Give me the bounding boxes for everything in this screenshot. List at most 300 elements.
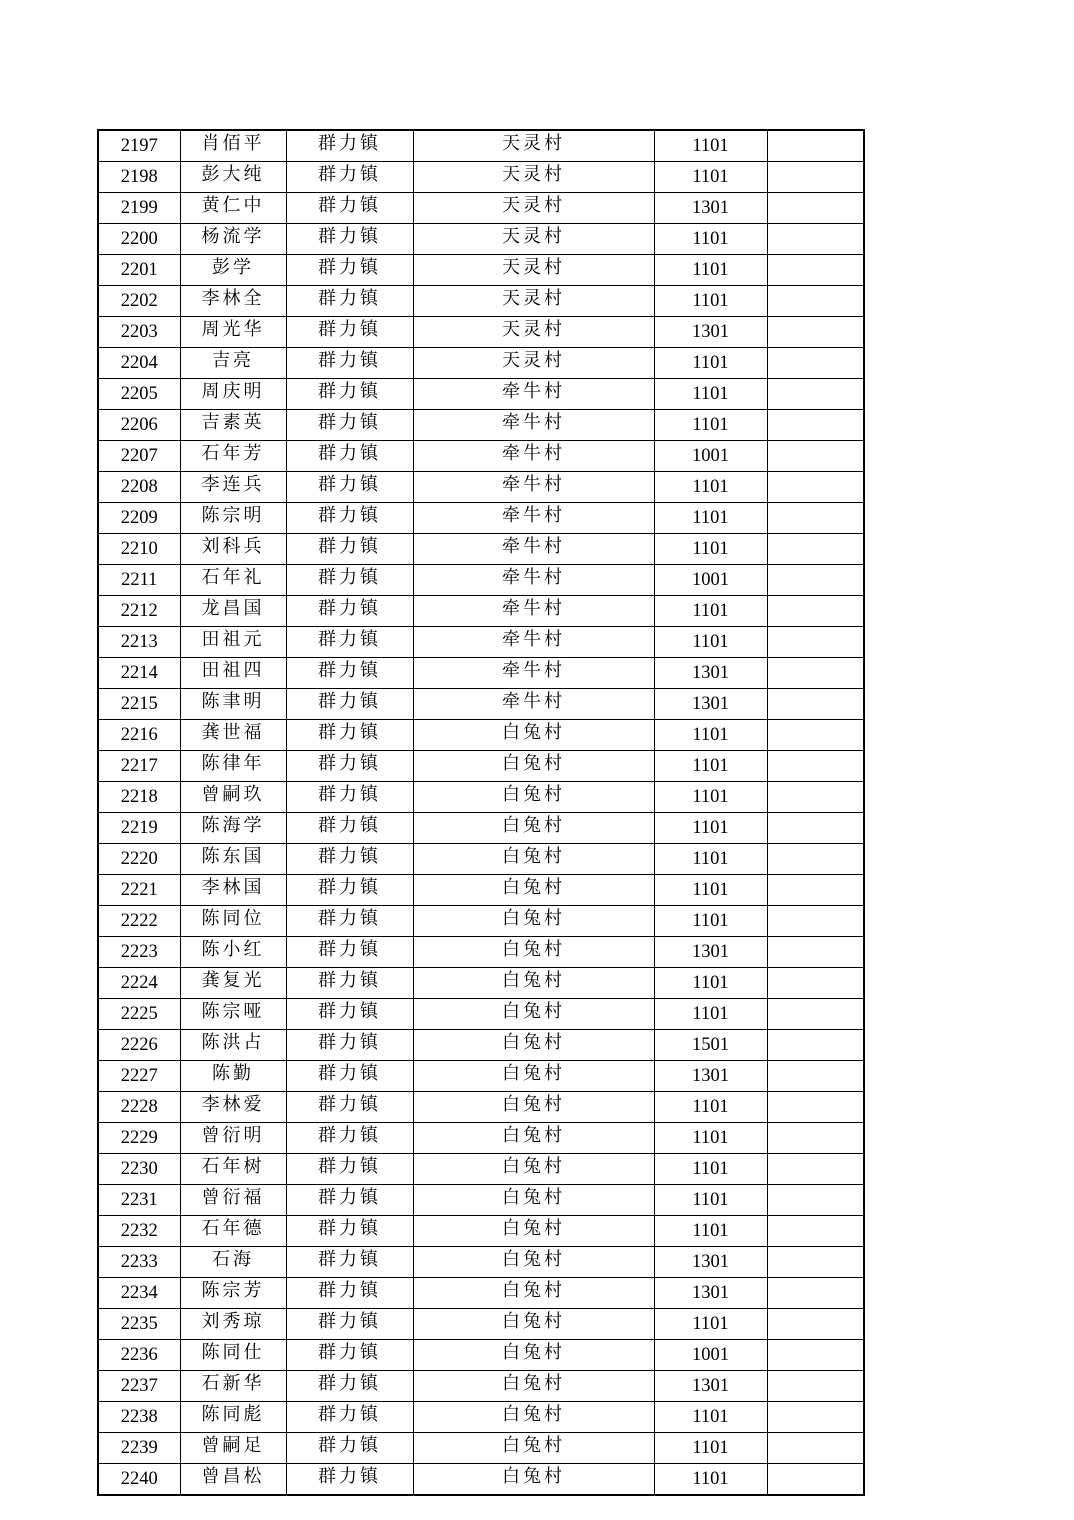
person-name-cell: 彭学 (180, 255, 286, 286)
row-number-cell: 2223 (98, 937, 180, 968)
note-cell (767, 937, 864, 968)
table-row (98, 1092, 864, 1123)
code-cell: 1101 (654, 627, 767, 658)
table-row (98, 1030, 864, 1061)
village-cell: 牵牛村 (413, 379, 654, 410)
person-name-cell: 陈同彪 (180, 1402, 286, 1433)
person-name-cell: 龙昌国 (180, 596, 286, 627)
table-row (98, 813, 864, 844)
code-cell: 1101 (654, 1309, 767, 1340)
note-cell (767, 1216, 864, 1247)
row-number-cell: 2216 (98, 720, 180, 751)
row-number-cell: 2207 (98, 441, 180, 472)
code-cell: 1101 (654, 1402, 767, 1433)
table-row (98, 751, 864, 782)
table-row (98, 565, 864, 596)
table-row (98, 224, 864, 255)
note-cell (767, 596, 864, 627)
town-cell: 群力镇 (286, 1309, 413, 1340)
town-cell: 群力镇 (286, 1123, 413, 1154)
person-name-cell: 田祖元 (180, 627, 286, 658)
note-cell (767, 565, 864, 596)
person-name-cell: 龚世福 (180, 720, 286, 751)
town-cell: 群力镇 (286, 1340, 413, 1371)
code-cell: 1301 (654, 193, 767, 224)
person-name-cell: 周光华 (180, 317, 286, 348)
row-number-cell: 2229 (98, 1123, 180, 1154)
person-name-cell: 李林国 (180, 875, 286, 906)
code-cell: 1101 (654, 813, 767, 844)
row-number-cell: 2212 (98, 596, 180, 627)
row-number-cell: 2217 (98, 751, 180, 782)
note-cell (767, 906, 864, 937)
row-number-cell: 2198 (98, 162, 180, 193)
village-cell: 白兔村 (413, 844, 654, 875)
table-row (98, 627, 864, 658)
row-number-cell: 2237 (98, 1371, 180, 1402)
note-cell (767, 255, 864, 286)
town-cell: 群力镇 (286, 627, 413, 658)
code-cell: 1101 (654, 968, 767, 999)
person-name-cell: 陈海学 (180, 813, 286, 844)
table-row (98, 1123, 864, 1154)
village-cell: 白兔村 (413, 937, 654, 968)
table-row (98, 503, 864, 534)
row-number-cell: 2215 (98, 689, 180, 720)
note-cell (767, 1154, 864, 1185)
village-cell: 牵牛村 (413, 689, 654, 720)
code-cell: 1301 (654, 1278, 767, 1309)
table-row (98, 720, 864, 751)
code-cell: 1101 (654, 782, 767, 813)
roster-body (98, 130, 864, 1495)
note-cell (767, 1061, 864, 1092)
town-cell: 群力镇 (286, 782, 413, 813)
village-cell: 白兔村 (413, 1340, 654, 1371)
row-number-cell: 2204 (98, 348, 180, 379)
row-number-cell: 2209 (98, 503, 180, 534)
note-cell (767, 348, 864, 379)
row-number-cell: 2226 (98, 1030, 180, 1061)
code-cell: 1101 (654, 1464, 767, 1496)
row-number-cell: 2227 (98, 1061, 180, 1092)
village-cell: 牵牛村 (413, 565, 654, 596)
note-cell (767, 1309, 864, 1340)
person-name-cell: 田祖四 (180, 658, 286, 689)
person-name-cell: 陈小红 (180, 937, 286, 968)
table-row (98, 441, 864, 472)
person-name-cell: 李林全 (180, 286, 286, 317)
note-cell (767, 813, 864, 844)
town-cell: 群力镇 (286, 348, 413, 379)
code-cell: 1101 (654, 720, 767, 751)
person-name-cell: 陈勤 (180, 1061, 286, 1092)
person-name-cell: 石年礼 (180, 565, 286, 596)
table-row (98, 1433, 864, 1464)
code-cell: 1301 (654, 689, 767, 720)
note-cell (767, 1433, 864, 1464)
town-cell: 群力镇 (286, 1092, 413, 1123)
town-cell: 群力镇 (286, 503, 413, 534)
village-cell: 天灵村 (413, 162, 654, 193)
code-cell: 1301 (654, 658, 767, 689)
town-cell: 群力镇 (286, 317, 413, 348)
table-row (98, 1247, 864, 1278)
row-number-cell: 2218 (98, 782, 180, 813)
village-cell: 天灵村 (413, 286, 654, 317)
village-cell: 天灵村 (413, 348, 654, 379)
table-row (98, 1278, 864, 1309)
town-cell: 群力镇 (286, 286, 413, 317)
person-name-cell: 李林爱 (180, 1092, 286, 1123)
town-cell: 群力镇 (286, 999, 413, 1030)
row-number-cell: 2197 (98, 130, 180, 162)
person-name-cell: 吉素英 (180, 410, 286, 441)
town-cell: 群力镇 (286, 130, 413, 162)
code-cell: 1301 (654, 1061, 767, 1092)
village-cell: 白兔村 (413, 1278, 654, 1309)
note-cell (767, 1030, 864, 1061)
row-number-cell: 2220 (98, 844, 180, 875)
code-cell: 1101 (654, 503, 767, 534)
town-cell: 群力镇 (286, 596, 413, 627)
table-row (98, 937, 864, 968)
table-row (98, 1309, 864, 1340)
town-cell: 群力镇 (286, 720, 413, 751)
table-row (98, 658, 864, 689)
village-cell: 白兔村 (413, 1464, 654, 1496)
row-number-cell: 2238 (98, 1402, 180, 1433)
village-cell: 白兔村 (413, 999, 654, 1030)
row-number-cell: 2222 (98, 906, 180, 937)
code-cell: 1001 (654, 441, 767, 472)
person-name-cell: 杨流学 (180, 224, 286, 255)
row-number-cell: 2230 (98, 1154, 180, 1185)
village-cell: 白兔村 (413, 968, 654, 999)
village-cell: 白兔村 (413, 875, 654, 906)
village-cell: 天灵村 (413, 317, 654, 348)
village-cell: 白兔村 (413, 1433, 654, 1464)
town-cell: 群力镇 (286, 906, 413, 937)
person-name-cell: 龚复光 (180, 968, 286, 999)
note-cell (767, 689, 864, 720)
note-cell (767, 782, 864, 813)
code-cell: 1101 (654, 379, 767, 410)
code-cell: 1301 (654, 317, 767, 348)
person-name-cell: 陈同位 (180, 906, 286, 937)
row-number-cell: 2233 (98, 1247, 180, 1278)
row-number-cell: 2221 (98, 875, 180, 906)
table-row (98, 782, 864, 813)
row-number-cell: 2228 (98, 1092, 180, 1123)
table-row (98, 1216, 864, 1247)
person-name-cell: 陈宗哑 (180, 999, 286, 1030)
town-cell: 群力镇 (286, 162, 413, 193)
code-cell: 1101 (654, 534, 767, 565)
town-cell: 群力镇 (286, 1464, 413, 1496)
town-cell: 群力镇 (286, 1278, 413, 1309)
row-number-cell: 2225 (98, 999, 180, 1030)
note-cell (767, 1123, 864, 1154)
person-name-cell: 刘科兵 (180, 534, 286, 565)
code-cell: 1101 (654, 751, 767, 782)
village-cell: 牵牛村 (413, 503, 654, 534)
row-number-cell: 2219 (98, 813, 180, 844)
town-cell: 群力镇 (286, 875, 413, 906)
village-cell: 白兔村 (413, 1371, 654, 1402)
note-cell (767, 1371, 864, 1402)
town-cell: 群力镇 (286, 565, 413, 596)
note-cell (767, 379, 864, 410)
row-number-cell: 2234 (98, 1278, 180, 1309)
village-cell: 牵牛村 (413, 658, 654, 689)
person-name-cell: 刘秀琼 (180, 1309, 286, 1340)
village-cell: 白兔村 (413, 1247, 654, 1278)
table-row (98, 1154, 864, 1185)
code-cell: 1101 (654, 906, 767, 937)
village-cell: 白兔村 (413, 751, 654, 782)
row-number-cell: 2205 (98, 379, 180, 410)
village-cell: 牵牛村 (413, 596, 654, 627)
row-number-cell: 2235 (98, 1309, 180, 1340)
person-name-cell: 陈宗芳 (180, 1278, 286, 1309)
roster-table (97, 129, 865, 1496)
table-row (98, 596, 864, 627)
code-cell: 1101 (654, 1092, 767, 1123)
town-cell: 群力镇 (286, 968, 413, 999)
table-row (98, 1402, 864, 1433)
code-cell: 1101 (654, 844, 767, 875)
row-number-cell: 2210 (98, 534, 180, 565)
note-cell (767, 162, 864, 193)
note-cell (767, 720, 864, 751)
person-name-cell: 肖佰平 (180, 130, 286, 162)
town-cell: 群力镇 (286, 1433, 413, 1464)
town-cell: 群力镇 (286, 1030, 413, 1061)
village-cell: 牵牛村 (413, 627, 654, 658)
note-cell (767, 1092, 864, 1123)
town-cell: 群力镇 (286, 751, 413, 782)
person-name-cell: 陈聿明 (180, 689, 286, 720)
village-cell: 天灵村 (413, 130, 654, 162)
code-cell: 1101 (654, 596, 767, 627)
village-cell: 白兔村 (413, 813, 654, 844)
note-cell (767, 317, 864, 348)
table-row (98, 348, 864, 379)
village-cell: 白兔村 (413, 1309, 654, 1340)
person-name-cell: 曾嗣足 (180, 1433, 286, 1464)
code-cell: 1101 (654, 224, 767, 255)
person-name-cell: 黄仁中 (180, 193, 286, 224)
code-cell: 1101 (654, 1433, 767, 1464)
town-cell: 群力镇 (286, 658, 413, 689)
town-cell: 群力镇 (286, 689, 413, 720)
table-row (98, 1061, 864, 1092)
note-cell (767, 844, 864, 875)
person-name-cell: 曾衍福 (180, 1185, 286, 1216)
village-cell: 白兔村 (413, 906, 654, 937)
row-number-cell: 2206 (98, 410, 180, 441)
table-row (98, 534, 864, 565)
table-row (98, 255, 864, 286)
village-cell: 白兔村 (413, 782, 654, 813)
table-row (98, 379, 864, 410)
person-name-cell: 曾昌松 (180, 1464, 286, 1496)
table-row (98, 317, 864, 348)
table-row (98, 999, 864, 1030)
row-number-cell: 2240 (98, 1464, 180, 1496)
table-row (98, 286, 864, 317)
code-cell: 1101 (654, 875, 767, 906)
village-cell: 白兔村 (413, 1216, 654, 1247)
note-cell (767, 193, 864, 224)
note-cell (767, 534, 864, 565)
village-cell: 白兔村 (413, 1092, 654, 1123)
note-cell (767, 1464, 864, 1496)
note-cell (767, 286, 864, 317)
person-name-cell: 石年德 (180, 1216, 286, 1247)
town-cell: 群力镇 (286, 379, 413, 410)
person-name-cell: 石新华 (180, 1371, 286, 1402)
note-cell (767, 1278, 864, 1309)
note-cell (767, 1247, 864, 1278)
village-cell: 白兔村 (413, 1185, 654, 1216)
person-name-cell: 吉亮 (180, 348, 286, 379)
row-number-cell: 2202 (98, 286, 180, 317)
person-name-cell: 曾嗣玖 (180, 782, 286, 813)
code-cell: 1001 (654, 565, 767, 596)
row-number-cell: 2208 (98, 472, 180, 503)
row-number-cell: 2199 (98, 193, 180, 224)
row-number-cell: 2213 (98, 627, 180, 658)
table-row (98, 968, 864, 999)
table-row (98, 130, 864, 162)
town-cell: 群力镇 (286, 472, 413, 503)
town-cell: 群力镇 (286, 410, 413, 441)
town-cell: 群力镇 (286, 193, 413, 224)
table-row (98, 1340, 864, 1371)
row-number-cell: 2231 (98, 1185, 180, 1216)
village-cell: 白兔村 (413, 1154, 654, 1185)
person-name-cell: 陈同仕 (180, 1340, 286, 1371)
person-name-cell: 陈宗明 (180, 503, 286, 534)
row-number-cell: 2239 (98, 1433, 180, 1464)
town-cell: 群力镇 (286, 441, 413, 472)
note-cell (767, 751, 864, 782)
town-cell: 群力镇 (286, 1061, 413, 1092)
note-cell (767, 875, 864, 906)
code-cell: 1101 (654, 410, 767, 441)
code-cell: 1101 (654, 286, 767, 317)
note-cell (767, 1340, 864, 1371)
row-number-cell: 2200 (98, 224, 180, 255)
town-cell: 群力镇 (286, 224, 413, 255)
table-row (98, 1464, 864, 1496)
note-cell (767, 503, 864, 534)
person-name-cell: 石年树 (180, 1154, 286, 1185)
row-number-cell: 2203 (98, 317, 180, 348)
town-cell: 群力镇 (286, 534, 413, 565)
table-row (98, 1371, 864, 1402)
row-number-cell: 2232 (98, 1216, 180, 1247)
code-cell: 1101 (654, 1185, 767, 1216)
town-cell: 群力镇 (286, 255, 413, 286)
town-cell: 群力镇 (286, 1216, 413, 1247)
note-cell (767, 410, 864, 441)
village-cell: 白兔村 (413, 720, 654, 751)
note-cell (767, 441, 864, 472)
person-name-cell: 周庆明 (180, 379, 286, 410)
row-number-cell: 2236 (98, 1340, 180, 1371)
village-cell: 天灵村 (413, 193, 654, 224)
row-number-cell: 2214 (98, 658, 180, 689)
village-cell: 牵牛村 (413, 472, 654, 503)
person-name-cell: 石年芳 (180, 441, 286, 472)
table-row (98, 875, 864, 906)
code-cell: 1101 (654, 130, 767, 162)
code-cell: 1101 (654, 472, 767, 503)
code-cell: 1101 (654, 348, 767, 379)
table-row (98, 906, 864, 937)
code-cell: 1101 (654, 255, 767, 286)
village-cell: 牵牛村 (413, 441, 654, 472)
note-cell (767, 658, 864, 689)
code-cell: 1301 (654, 1247, 767, 1278)
village-cell: 天灵村 (413, 224, 654, 255)
person-name-cell: 陈东国 (180, 844, 286, 875)
village-cell: 牵牛村 (413, 410, 654, 441)
row-number-cell: 2201 (98, 255, 180, 286)
table-row (98, 162, 864, 193)
row-number-cell: 2211 (98, 565, 180, 596)
person-name-cell: 曾衍明 (180, 1123, 286, 1154)
town-cell: 群力镇 (286, 1402, 413, 1433)
town-cell: 群力镇 (286, 1247, 413, 1278)
table-row (98, 689, 864, 720)
village-cell: 白兔村 (413, 1061, 654, 1092)
table-row (98, 844, 864, 875)
town-cell: 群力镇 (286, 1371, 413, 1402)
person-name-cell: 陈律年 (180, 751, 286, 782)
note-cell (767, 472, 864, 503)
code-cell: 1001 (654, 1340, 767, 1371)
town-cell: 群力镇 (286, 937, 413, 968)
town-cell: 群力镇 (286, 1154, 413, 1185)
village-cell: 白兔村 (413, 1402, 654, 1433)
table-row (98, 193, 864, 224)
town-cell: 群力镇 (286, 813, 413, 844)
code-cell: 1101 (654, 999, 767, 1030)
code-cell: 1101 (654, 1154, 767, 1185)
row-number-cell: 2224 (98, 968, 180, 999)
town-cell: 群力镇 (286, 844, 413, 875)
note-cell (767, 627, 864, 658)
code-cell: 1301 (654, 937, 767, 968)
note-cell (767, 1402, 864, 1433)
table-row (98, 1185, 864, 1216)
town-cell: 群力镇 (286, 1185, 413, 1216)
person-name-cell: 李连兵 (180, 472, 286, 503)
village-cell: 白兔村 (413, 1123, 654, 1154)
village-cell: 天灵村 (413, 255, 654, 286)
note-cell (767, 224, 864, 255)
note-cell (767, 130, 864, 162)
person-name-cell: 彭大纯 (180, 162, 286, 193)
code-cell: 1301 (654, 1371, 767, 1402)
code-cell: 1501 (654, 1030, 767, 1061)
person-name-cell: 陈洪占 (180, 1030, 286, 1061)
table-row (98, 410, 864, 441)
